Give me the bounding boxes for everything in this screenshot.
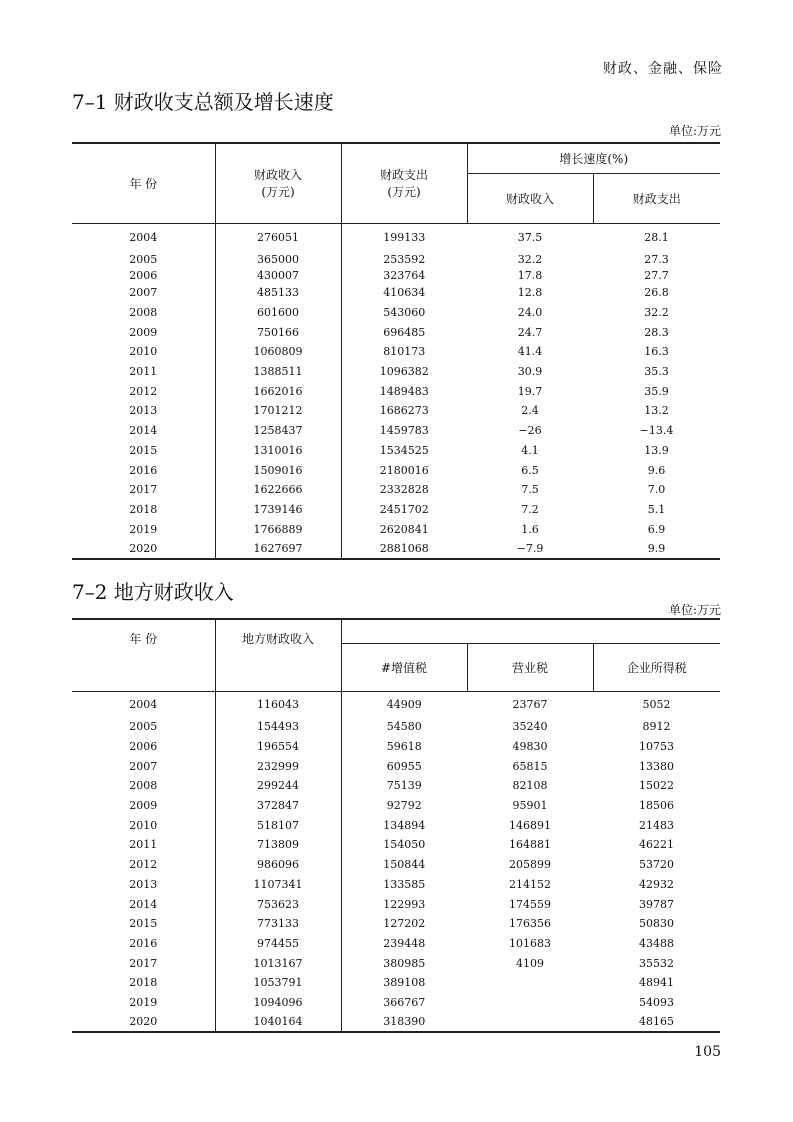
t1-cell: 16.3 [644, 345, 669, 359]
t1-cell: 1310016 [215, 441, 341, 461]
t2-cell: 974455 [215, 934, 341, 954]
t2-row [72, 855, 720, 875]
t1-cell: 28.1 [644, 230, 669, 244]
t2-cell: 164881 [509, 838, 551, 852]
t2-cell: 2020 [72, 1012, 215, 1032]
t2-cell: 48165 [639, 1015, 674, 1029]
t2-cell: 133585 [383, 877, 426, 891]
t2-row [72, 737, 720, 757]
t1-cell: 2.4 [521, 404, 539, 418]
t2-cell: 35240 [512, 720, 548, 734]
t2-cell: 2012 [72, 855, 215, 875]
page-number: 105 [694, 1044, 721, 1060]
t1-cell: 810173 [383, 345, 426, 359]
t2-cell: 35532 [639, 956, 674, 970]
t2-cell: 4109 [516, 956, 544, 970]
t1-cell: 365000 [215, 251, 341, 267]
t1-cell: 1701212 [215, 401, 341, 421]
t1-cell: 1627697 [215, 539, 341, 559]
t1-cell: 696485 [383, 325, 426, 339]
t1-cell: 2020 [72, 539, 215, 559]
t1-cell: 276051 [215, 223, 341, 251]
t1-cell: 5.1 [647, 502, 666, 516]
t1-cell: 37.5 [517, 230, 543, 244]
t1-cell: 2010 [72, 342, 215, 362]
t2-header-vat: #增值税 [341, 643, 467, 691]
t1-header-revenue-line1: 财政收入 [253, 168, 302, 183]
t2-cell: 2018 [72, 973, 215, 993]
table1 [72, 142, 720, 560]
t1-cell: 1739146 [215, 500, 341, 520]
t1-row [72, 519, 720, 539]
t1-row [72, 223, 720, 251]
t2-cell: 239448 [383, 936, 426, 950]
t1-cell: 2016 [72, 460, 215, 480]
t2-cell: 2006 [72, 737, 215, 757]
t2-cell: 65815 [512, 759, 548, 773]
t1-cell: 7.2 [521, 502, 539, 516]
t1-cell: 13.2 [644, 404, 669, 418]
t2-cell: 15022 [639, 779, 674, 793]
t1-cell: 2451702 [379, 502, 429, 516]
t2-cell: 42932 [639, 877, 674, 891]
t2-cell: 18506 [639, 799, 674, 813]
t2-cell [467, 993, 593, 1013]
table1-title: 7–1 财政收支总额及增长速度 [72, 90, 334, 114]
t2-cell: 154493 [215, 717, 341, 737]
t2-cell: 380985 [383, 956, 426, 970]
t2-cell: 2017 [72, 953, 215, 973]
t1-cell: 1509016 [215, 460, 341, 480]
t2-cell: 214152 [509, 877, 551, 891]
t2-cell: 1107341 [215, 875, 341, 895]
t1-cell: 2180016 [379, 463, 429, 477]
t2-cell: 2014 [72, 894, 215, 914]
t2-row [72, 796, 720, 816]
t1-row [72, 460, 720, 480]
t2-cell: 49830 [512, 740, 548, 754]
t2-row [72, 756, 720, 776]
running-head: 财政、金融、保险 [603, 61, 723, 77]
t2-header-corporate-tax: 企业所得税 [593, 643, 720, 691]
t1-cell: 2011 [72, 362, 215, 382]
t1-cell: 1662016 [215, 381, 341, 401]
t2-cell: 53720 [639, 858, 674, 872]
t1-row [72, 283, 720, 303]
t1-cell: 2014 [72, 421, 215, 441]
t1-cell: 1.6 [521, 522, 539, 536]
t2-cell: 389108 [383, 976, 426, 990]
t2-cell: 773133 [215, 914, 341, 934]
t1-cell: 1096382 [379, 365, 429, 379]
t2-cell: 2015 [72, 914, 215, 934]
t2-cell: 46221 [639, 838, 674, 852]
t2-cell: 299244 [215, 776, 341, 796]
t1-cell: 19.7 [517, 384, 543, 398]
t2-row [72, 914, 720, 934]
t2-cell: 44909 [386, 697, 422, 711]
t2-cell: 2007 [72, 756, 215, 776]
t2-cell [467, 973, 593, 993]
t1-header-growth-revenue: 财政收入 [467, 173, 593, 223]
t2-cell: 82108 [512, 779, 548, 793]
t1-cell: 12.8 [517, 286, 543, 300]
t1-cell: 1388511 [215, 362, 341, 382]
t2-cell: 10753 [639, 740, 674, 754]
t2-cell: 39787 [639, 897, 674, 911]
t1-header-expenditure-line2: (万元) [387, 185, 421, 200]
t1-cell: 35.9 [644, 384, 669, 398]
t1-cell: 4.1 [521, 443, 539, 457]
t1-cell: 6.9 [647, 522, 666, 536]
t1-cell: 27.3 [644, 252, 669, 266]
t1-cell: 1622666 [215, 480, 341, 500]
t2-header-business-tax: 营业税 [467, 643, 593, 691]
t1-cell: 1258437 [215, 421, 341, 441]
t1-header-revenue-line2: (万元) [261, 185, 295, 200]
t2-cell: 75139 [386, 779, 422, 793]
t2-cell: 21483 [639, 818, 674, 832]
t2-cell: 372847 [215, 796, 341, 816]
t1-header-year: 年 份 [72, 143, 215, 223]
t1-cell: 430007 [215, 267, 341, 283]
t1-cell: 2005 [72, 251, 215, 267]
t1-cell: 27.7 [644, 268, 669, 282]
t2-cell: 2010 [72, 815, 215, 835]
t1-cell: 199133 [383, 230, 426, 244]
t1-row [72, 500, 720, 520]
t1-row [72, 401, 720, 421]
t1-cell: 24.0 [517, 306, 543, 320]
t2-cell: 174559 [509, 897, 551, 911]
t1-cell: 32.2 [644, 306, 669, 320]
t1-cell: 7.0 [647, 483, 666, 497]
t2-cell: 13380 [639, 759, 674, 773]
t2-row [72, 815, 720, 835]
t1-cell: 2015 [72, 441, 215, 461]
t2-cell: 2005 [72, 717, 215, 737]
t2-cell: 713809 [215, 835, 341, 855]
t1-cell: 253592 [383, 252, 426, 266]
t1-cell: 2019 [72, 519, 215, 539]
t1-cell: 35.3 [644, 365, 669, 379]
t1-header-revenue [215, 143, 341, 223]
t1-cell: 2004 [72, 223, 215, 251]
t2-cell: 146891 [509, 818, 551, 832]
table2-title: 7–2 地方财政收入 [72, 580, 234, 604]
t1-row [72, 381, 720, 401]
t1-header-expenditure [341, 143, 467, 223]
t1-cell: 28.3 [644, 325, 669, 339]
t2-cell: 101683 [509, 936, 551, 950]
t1-row [72, 303, 720, 323]
t2-cell: 2011 [72, 835, 215, 855]
t1-row [72, 480, 720, 500]
t2-cell: 1013167 [215, 953, 341, 973]
t1-cell: 26.8 [644, 286, 669, 300]
t2-row [72, 1012, 720, 1032]
t1-cell: 2009 [72, 322, 215, 342]
t1-cell: 601600 [215, 303, 341, 323]
t1-cell: 2006 [72, 267, 215, 283]
t1-cell: 410634 [383, 286, 426, 300]
t1-cell: 30.9 [517, 365, 543, 379]
t1-cell: 2018 [72, 500, 215, 520]
t1-cell: 1686273 [379, 404, 429, 418]
t1-cell: 13.9 [644, 443, 669, 457]
t1-cell: 485133 [215, 283, 341, 303]
t2-cell: 176356 [509, 917, 551, 931]
t2-cell: 2008 [72, 776, 215, 796]
t2-cell: 154050 [383, 838, 426, 852]
t2-cell: 59618 [386, 740, 422, 754]
t1-row [72, 441, 720, 461]
t1-cell: 2007 [72, 283, 215, 303]
table2 [72, 618, 720, 1033]
t2-cell: 986096 [215, 855, 341, 875]
t2-header-year: 年 份 [72, 619, 215, 691]
t1-cell: 41.4 [517, 345, 543, 359]
t2-cell: 2013 [72, 875, 215, 895]
t1-cell: 2620841 [379, 522, 429, 536]
t2-header-local-revenue: 地方财政收入 [215, 619, 341, 691]
t2-row [72, 894, 720, 914]
t1-row [72, 322, 720, 342]
t1-row [72, 342, 720, 362]
t2-cell: 232999 [215, 756, 341, 776]
t1-cell: 6.5 [521, 463, 539, 477]
t1-cell: 2017 [72, 480, 215, 500]
t1-cell: 750166 [215, 322, 341, 342]
t2-cell: 150844 [383, 858, 426, 872]
t2-cell: 8912 [642, 720, 671, 734]
t1-header-growth-expenditure: 财政支出 [632, 191, 681, 206]
t1-cell: 543060 [383, 306, 426, 320]
t2-cell: 2019 [72, 993, 215, 1013]
t1-cell: 2008 [72, 303, 215, 323]
t1-cell: 2012 [72, 381, 215, 401]
t1-row [72, 539, 720, 559]
t1-cell: 323764 [383, 268, 426, 282]
t2-cell: 753623 [215, 894, 341, 914]
t2-cell: 518107 [215, 815, 341, 835]
t2-cell: 122993 [383, 897, 426, 911]
t1-cell: 1489483 [379, 384, 429, 398]
t1-row [72, 421, 720, 441]
t2-cell: 1094096 [215, 993, 341, 1013]
t2-cell: 205899 [509, 858, 551, 872]
t1-cell: 7.5 [521, 483, 539, 497]
t1-cell: 9.9 [647, 541, 666, 555]
t1-header-expenditure-line1: 财政支出 [379, 168, 428, 183]
t1-cell: 24.7 [517, 325, 543, 339]
t2-cell: 54580 [386, 720, 422, 734]
t1-cell: −26 [518, 424, 542, 438]
t2-cell: 43488 [639, 936, 674, 950]
t2-cell: 1053791 [215, 973, 341, 993]
t2-row [72, 875, 720, 895]
t2-cell: 116043 [215, 691, 341, 717]
t1-row [72, 267, 720, 283]
t2-row [72, 953, 720, 973]
t1-cell: 17.8 [517, 268, 543, 282]
t2-cell: 2004 [72, 691, 215, 717]
t2-cell: 2016 [72, 934, 215, 954]
t2-cell [467, 1012, 593, 1032]
t1-cell: −7.9 [516, 541, 544, 555]
t2-row [72, 776, 720, 796]
t2-cell: 48941 [639, 976, 674, 990]
t1-cell: 1534525 [379, 443, 429, 457]
t1-cell: 1060809 [215, 342, 341, 362]
t2-row [72, 993, 720, 1013]
t1-cell: 2881068 [379, 541, 429, 555]
t2-cell: 2009 [72, 796, 215, 816]
table1-unit: 单位:万元 [668, 124, 721, 138]
t2-row [72, 691, 720, 717]
t2-cell: 1040164 [215, 1012, 341, 1032]
t2-cell: 95901 [512, 799, 548, 813]
t2-cell: 318390 [383, 1015, 426, 1029]
t1-cell: 1766889 [215, 519, 341, 539]
t1-cell: −13.4 [639, 424, 674, 438]
t2-cell: 5052 [642, 697, 671, 711]
t2-row [72, 973, 720, 993]
t2-cell: 60955 [386, 759, 422, 773]
t2-cell: 54093 [639, 995, 674, 1009]
t1-cell: 9.6 [647, 463, 666, 477]
t2-cell: 196554 [215, 737, 341, 757]
t2-row [72, 835, 720, 855]
t2-cell: 23767 [512, 697, 548, 711]
t1-cell: 1459783 [379, 424, 429, 438]
t2-cell: 92792 [386, 799, 422, 813]
t2-cell: 366767 [383, 995, 426, 1009]
t1-cell: 32.2 [517, 252, 543, 266]
t1-row [72, 251, 720, 267]
t1-header-growth: 增长速度(%) [467, 143, 720, 173]
t2-cell: 50830 [639, 917, 674, 931]
t2-cell: 127202 [383, 917, 426, 931]
t1-row [72, 362, 720, 382]
t2-row [72, 717, 720, 737]
t2-row [72, 934, 720, 954]
t2-cell: 134894 [383, 818, 426, 832]
t1-cell: 2332828 [379, 483, 429, 497]
table2-unit: 单位:万元 [668, 603, 721, 617]
t1-cell: 2013 [72, 401, 215, 421]
